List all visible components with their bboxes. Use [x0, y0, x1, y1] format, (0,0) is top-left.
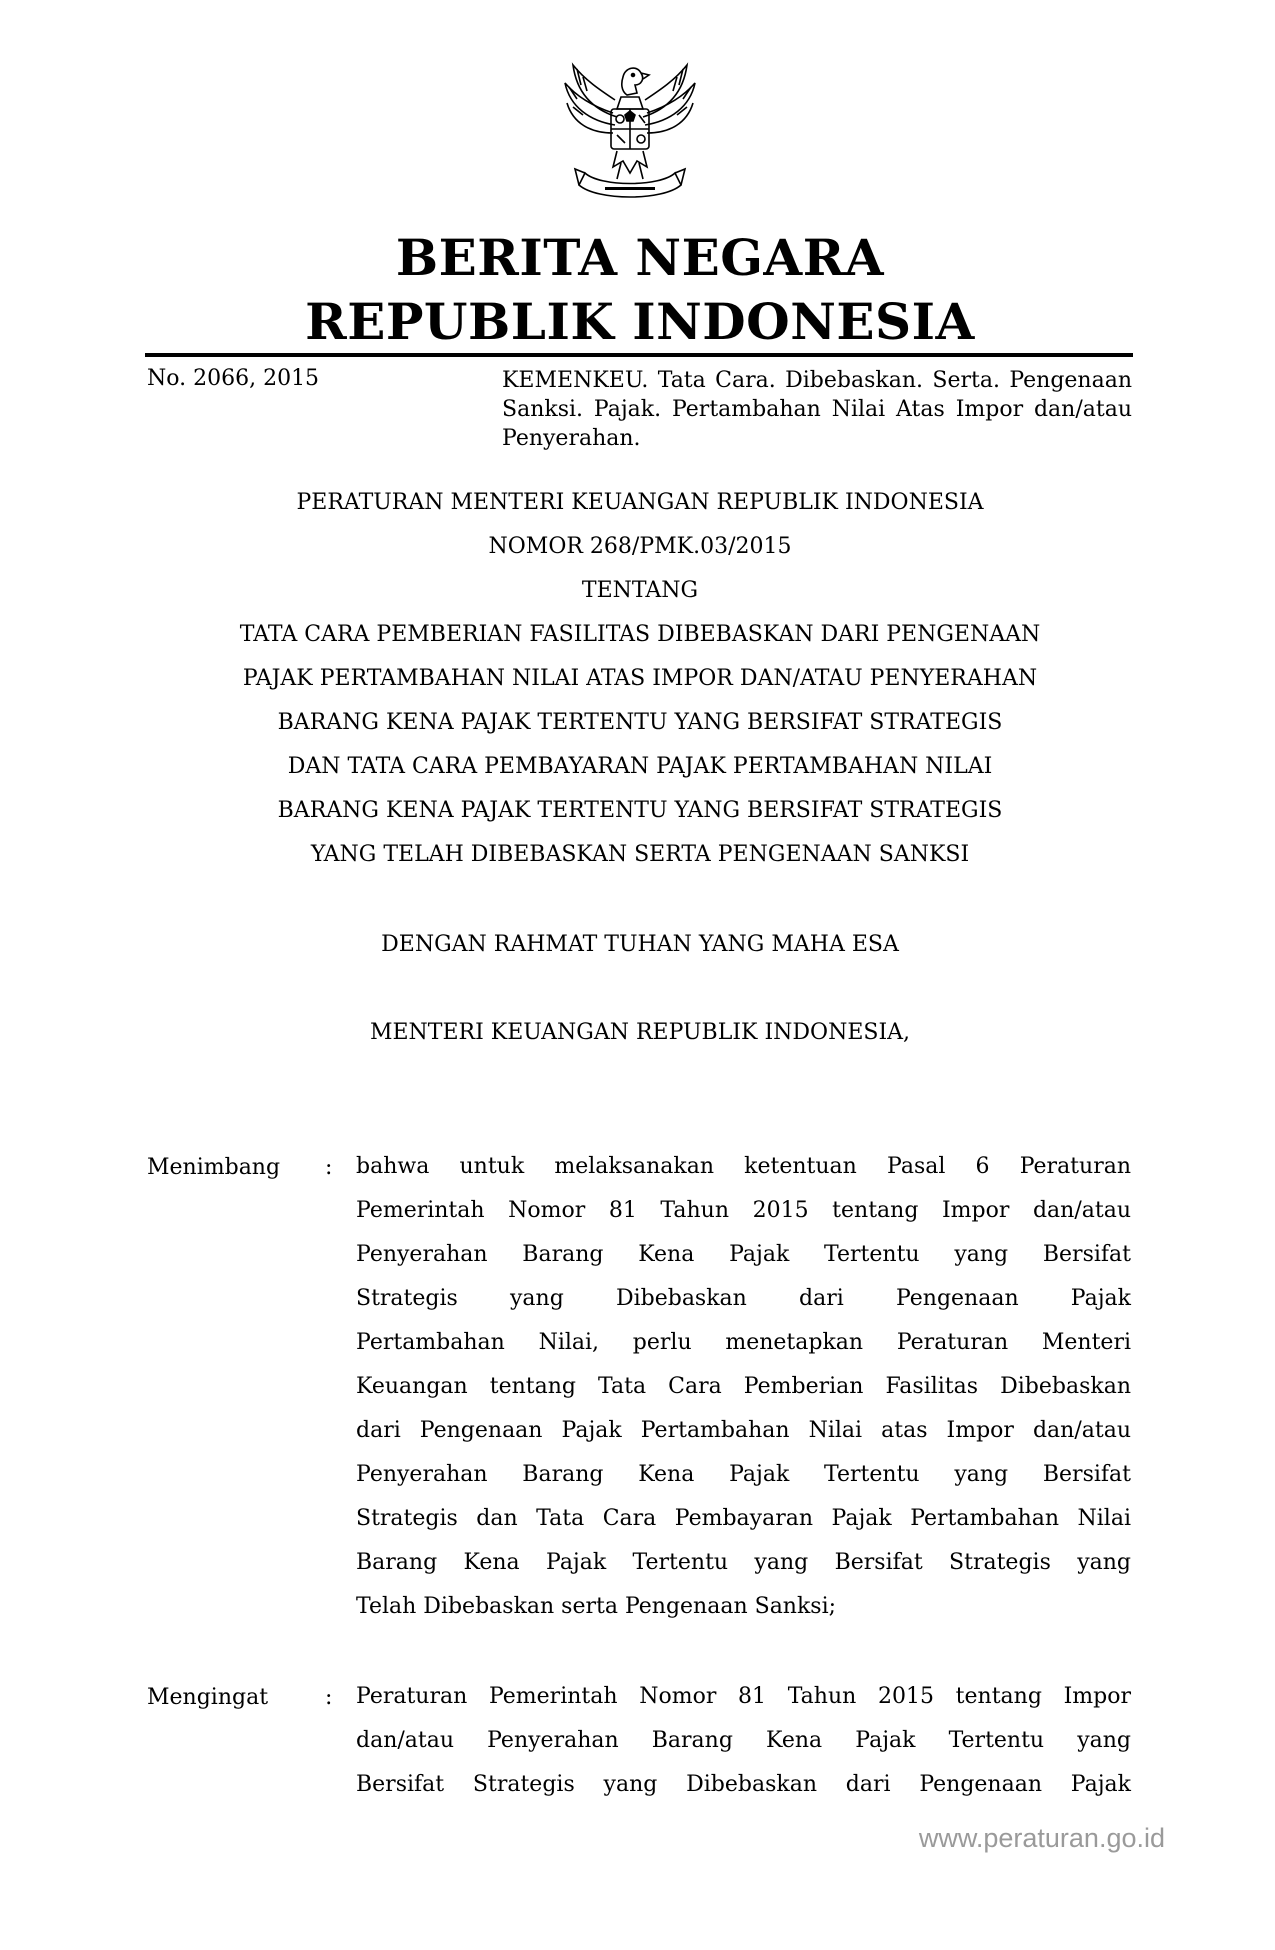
mengingat-label: Mengingat [147, 1685, 269, 1710]
masthead-line2: REPUBLIK INDONESIA [305, 292, 975, 351]
regulation-about: TENTANG [581, 578, 699, 603]
mengingat-text [356, 1675, 1131, 1807]
menimbang-line: Strategis yang Dibebaskan dari Pengenaan Pajak [356, 1286, 1131, 1311]
menimbang-line: Pemerintah Nomor 81 Tahun 2015 tentang Impor dan/atau [356, 1198, 1131, 1223]
gazette-number: No. 2066, 2015 [147, 366, 320, 391]
menimbang-line: Pertambahan Nilai, perlu menetapkan Peraturan Menteri [356, 1330, 1131, 1355]
regulation-type: PERATURAN MENTERI KEUANGAN REPUBLIK INDONESIA [296, 490, 984, 515]
menimbang-line: Penyerahan Barang Kena Pajak Tertentu yang Bersifat [356, 1242, 1131, 1267]
menimbang-line: Penyerahan Barang Kena Pajak Tertentu yang Bersifat [356, 1462, 1131, 1487]
invocation: DENGAN RAHMAT TUHAN YANG MAHA ESA [381, 932, 899, 957]
menimbang-line: Barang Kena Pajak Tertentu yang Bersifat Strategis yang [356, 1550, 1131, 1575]
regulation-title-line: BARANG KENA PAJAK TERTENTU YANG BERSIFAT STRATEGIS [277, 798, 1003, 823]
garuda-emblem-icon [555, 55, 705, 210]
masthead-line1: BERITA NEGARA [395, 228, 885, 287]
regulation-title-line: YANG TELAH DIBEBASKAN SERTA PENGENAAN SANKSI [310, 842, 970, 867]
regulation-title-line: BARANG KENA PAJAK TERTENTU YANG BERSIFAT STRATEGIS [277, 710, 1003, 735]
regulation-number: NOMOR 268/PMK.03/2015 [488, 534, 792, 559]
menimbang-line: dari Pengenaan Pajak Pertambahan Nilai atas Impor dan/atau [356, 1418, 1131, 1443]
menimbang-line: Keuangan tentang Tata Cara Pemberian Fasilitas Dibebaskan [356, 1374, 1131, 1399]
menimbang-line: bahwa untuk melaksanakan ketentuan Pasal 6 Peraturan [356, 1154, 1131, 1179]
regulation-title-line: DAN TATA CARA PEMBAYARAN PAJAK PERTAMBAHAN NILAI [287, 754, 993, 779]
regulation-title-line: PAJAK PERTAMBAHAN NILAI ATAS IMPOR DAN/ATAU PENYERAHAN [242, 666, 1038, 691]
menimbang-colon: : [325, 1155, 333, 1180]
masthead-divider [145, 353, 1133, 357]
menimbang-line: Telah Dibebaskan serta Pengenaan Sanksi; [356, 1594, 837, 1619]
menimbang-label: Menimbang [147, 1155, 281, 1180]
mengingat-line: Bersifat Strategis yang Dibebaskan dari Pengenaan Pajak [356, 1772, 1131, 1797]
mengingat-colon: : [325, 1685, 333, 1710]
footer-url[interactable]: www.peraturan.go.id [918, 1823, 1165, 1853]
gazette-subject: KEMENKEU. Tata Cara. Dibebaskan. Serta. Pengenaan Sanksi. Pajak. Pertambahan Nilai Atas Impor dan/atau Penyerahan. [502, 368, 1132, 451]
regulation-title-line: TATA CARA PEMBERIAN FASILITAS DIBEBASKAN DARI PENGENAAN [239, 622, 1041, 647]
mengingat-line: Peraturan Pemerintah Nomor 81 Tahun 2015 tentang Impor [356, 1684, 1131, 1709]
menimbang-text [356, 1145, 1131, 1629]
mengingat-line: dan/atau Penyerahan Barang Kena Pajak Tertentu yang [356, 1728, 1131, 1753]
issuer: MENTERI KEUANGAN REPUBLIK INDONESIA, [369, 1020, 911, 1045]
menimbang-line: Strategis dan Tata Cara Pembayaran Pajak Pertambahan Nilai [356, 1506, 1131, 1531]
